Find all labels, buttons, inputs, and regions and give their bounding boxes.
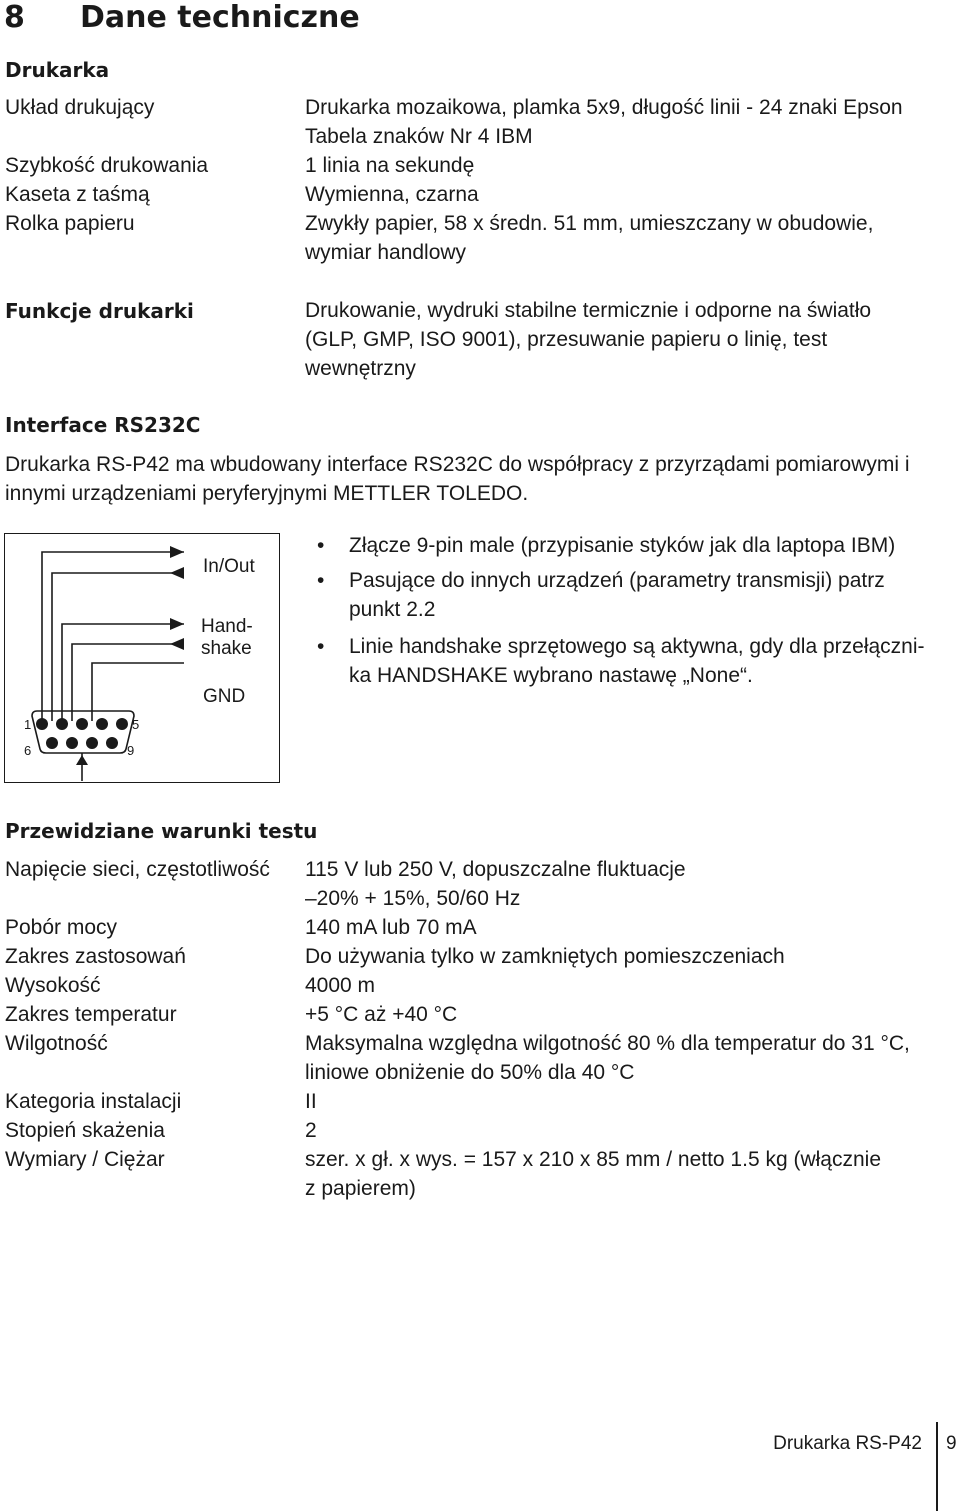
interface-paragraph: Drukarka RS-P42 ma wbudowany interface RS232C do współpracy z przyrządami pomiarowymi i — [5, 453, 910, 476]
section-heading-printer: Drukarka — [5, 58, 110, 82]
condition-value: 4000 m — [305, 974, 376, 997]
chapter-number: 8 — [4, 0, 26, 35]
condition-value: +5 °C aż +40 °C — [305, 1003, 458, 1026]
condition-label: Pobór mocy — [5, 916, 118, 939]
footer-product-name: Drukarka RS-P42 — [773, 1433, 922, 1454]
spec-value: Zwykły papier, 58 x średn. 51 mm, umieszczany w obudowie, — [305, 212, 874, 235]
bullet-text: Pasujące do innych urządzeń (parametry transmisji) patrz — [349, 569, 885, 592]
condition-value: 2 — [305, 1119, 317, 1142]
rs232-connector-diagram — [4, 533, 280, 783]
label-handshake-2: shake — [201, 638, 252, 659]
label-handshake-1: Hand- — [201, 616, 253, 637]
bullet-text: Złącze 9-pin male (przypisanie styków jak dla laptopa IBM) — [349, 534, 896, 557]
pin-label-1: 1 — [24, 717, 32, 732]
section-heading-interface: Interface RS232C — [5, 413, 201, 437]
spec-value: Drukarka mozaikowa, plamka 5x9, długość linii - 24 znaki Epson — [305, 96, 903, 119]
condition-label: Wysokość — [5, 974, 101, 997]
condition-label: Zakres temperatur — [5, 1003, 177, 1026]
bullet-text: ka HANDSHAKE wybrano nastawę „None“. — [349, 664, 753, 687]
section-heading-conditions: Przewidziane warunki testu — [5, 819, 318, 843]
interface-paragraph: innymi urządzeniami peryferyjnymi METTLER TOLEDO. — [5, 482, 529, 505]
spec-value: Wymienna, czarna — [305, 183, 479, 206]
page-number: 9 — [946, 1433, 957, 1454]
condition-label: Zakres zastosowań — [5, 945, 186, 968]
condition-value: z papierem) — [305, 1177, 416, 1200]
spec-label: Kaseta z taśmą — [5, 183, 150, 206]
condition-value: –20% + 15%, 50/60 Hz — [305, 887, 521, 910]
section-heading-functions: Funkcje drukarki — [5, 299, 194, 323]
condition-label: Stopień skażenia — [5, 1119, 165, 1142]
condition-value: 140 mA lub 70 mA — [305, 916, 477, 939]
condition-label: Kategoria instalacji — [5, 1090, 182, 1113]
spec-value: 1 linia na sekundę — [305, 154, 475, 177]
pin-label-6: 6 — [24, 743, 32, 758]
condition-label: Napięcie sieci, częstotliwość — [5, 858, 270, 881]
spec-label: Układ drukujący — [5, 96, 155, 119]
bullet-text: punkt 2.2 — [349, 598, 436, 621]
footer-divider — [936, 1422, 938, 1511]
functions-text: Drukowanie, wydruki stabilne termicznie i odporne na światło — [305, 299, 872, 322]
label-gnd: GND — [203, 686, 246, 707]
pin-label-5: 5 — [132, 717, 140, 732]
functions-text: wewnętrzny — [305, 357, 416, 380]
condition-value: Do używania tylko w zamkniętych pomieszczeniach — [305, 945, 785, 968]
chapter-title: Dane techniczne — [80, 0, 360, 35]
condition-value: II — [305, 1090, 317, 1113]
bullet-dot: • — [317, 569, 325, 592]
bullet-dot: • — [317, 534, 325, 557]
spec-value: Tabela znaków Nr 4 IBM — [305, 125, 533, 148]
spec-value: wymiar handlowy — [305, 241, 467, 264]
condition-value: Maksymalna względna wilgotność 80 % dla temperatur do 31 °C, — [305, 1032, 910, 1055]
condition-label: Wymiary / Ciężar — [5, 1148, 165, 1171]
condition-label: Wilgotność — [5, 1032, 108, 1055]
bullet-text: Linie handshake sprzętowego są aktywna, gdy dla przełączni- — [349, 635, 925, 658]
spec-label: Rolka papieru — [5, 212, 135, 235]
functions-text: (GLP, GMP, ISO 9001), przesuwanie papieru o linię, test — [305, 328, 828, 351]
spec-label: Szybkość drukowania — [5, 154, 209, 177]
label-in-out: In/Out — [203, 556, 255, 577]
condition-value: liniowe obniżenie do 50% dla 40 °C — [305, 1061, 635, 1084]
pin-label-9: 9 — [127, 743, 135, 758]
condition-value: szer. x gł. x wys. = 157 x 210 x 85 mm / netto 1.5 kg (włącznie — [305, 1148, 882, 1171]
condition-value: 115 V lub 250 V, dopuszczalne fluktuacje — [305, 858, 686, 881]
bullet-dot: • — [317, 635, 325, 658]
